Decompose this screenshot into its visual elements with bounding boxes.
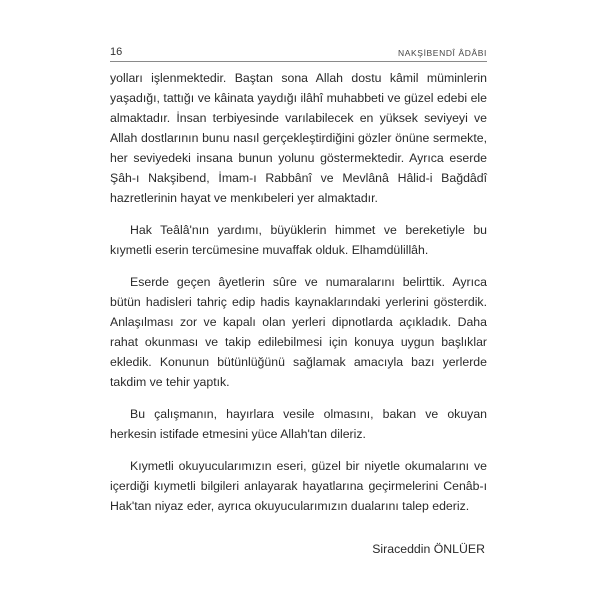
- body-text: [110, 68, 487, 516]
- book-title: NAKŞİBENDÎ ÂDÂBI: [398, 48, 487, 58]
- author-signature: Siraceddin ÖNLÜER: [372, 542, 485, 556]
- paragraph: Eserde geçen âyetlerin sûre ve numaralarını belirttik. Ayrıca bütün hadisleri tahriç edip hadis kaynaklarındaki yerlerini gösterdik. Anlaşılması zor ve kapalı olan yerleri dipnotlarda açıkladık. Daha rahat okunması ve takip edilebilmesi için konuya uygun başlıklar ekledik. Konunun bütünlüğünü sağlamak amacıyla bazı yerlerde takdim ve tehir yaptık.: [110, 275, 487, 389]
- paragraph-continuation: yolları işlenmektedir. Baştan sona Allah dostu kâmil müminlerin yaşadığı, tattığı ve kâinata yaydığı ilâhî muhabbeti ve güzel edebi ele almaktadır. İnsan terbiyesinde varılabilecek en yüksek seviyeyi ve Allah dostlarının bunu nasıl gerçekleştirdiğini gözler önüne sermekte, her seviyedeki insana bunun yolunu göstermektedir. Ayrıca eserde Şâh-ı Nakşibend, İmam-ı Rabbânî ve Mevlânâ Hâlid-i Bağdâdî hazretlerinin hayat ve menkıbeleri yer almaktadır.: [110, 71, 487, 205]
- page-number: 16: [110, 46, 123, 58]
- paragraph: Hak Teâlâ'nın yardımı, büyüklerin himmet ve bereketiyle bu kıymetli eserin tercümesine muvaffak olduk. Elhamdülillâh.: [110, 223, 487, 257]
- paragraph: Bu çalışmanın, hayırlara vesile olmasını, bakan ve okuyan herkesin istifade etmesini yüce Allah'tan dileriz.: [110, 407, 487, 441]
- running-header: [110, 44, 487, 62]
- paragraph: Kıymetli okuyucularımızın eseri, güzel bir niyetle okumalarını ve içerdiği kıymetli bilgileri anlayarak hayatlarına geçirmelerini Cenâb-ı Hak'tan niyaz eder, ayrıca okuyucularımızın dualarını talep ederiz.: [110, 459, 487, 513]
- book-page: [110, 44, 487, 556]
